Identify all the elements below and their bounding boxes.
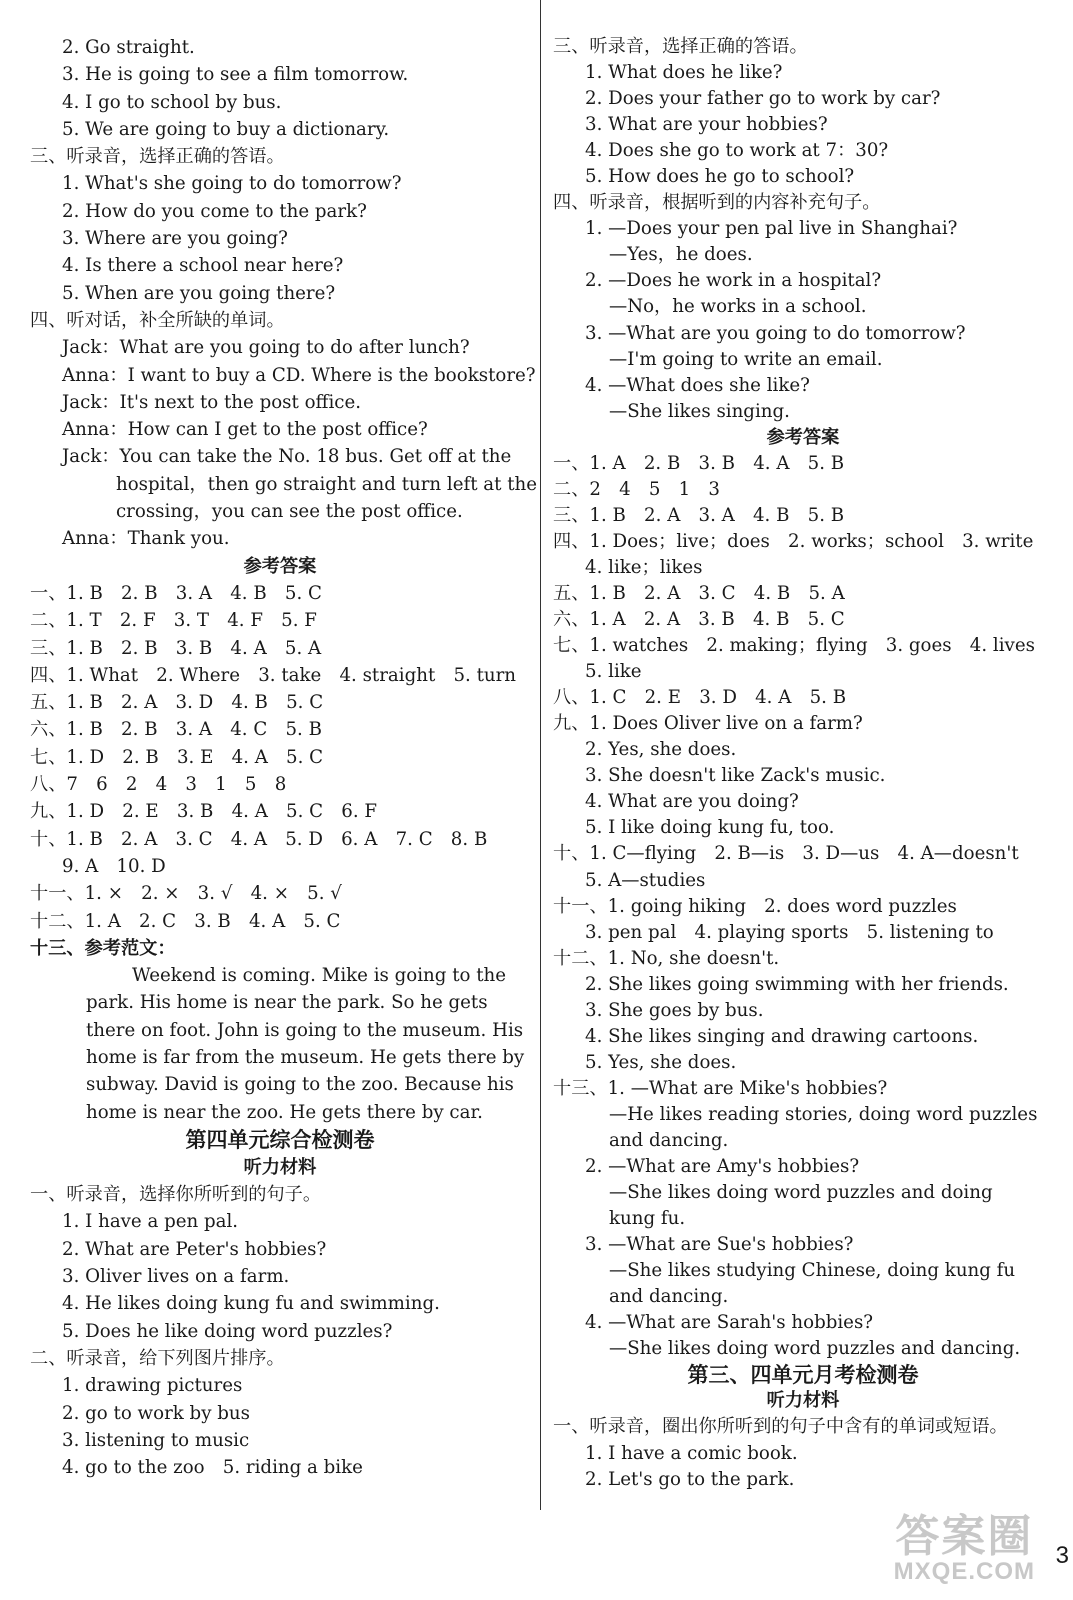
text-line: kung fu. xyxy=(609,1208,686,1230)
section-title: 第三、四单元月考检测卷 xyxy=(687,1362,919,1388)
watermark-url: MXQE.COM xyxy=(893,1558,1035,1585)
text-line: 一、1. A 2. B 3. B 4. A 5. B xyxy=(553,452,845,474)
text-line: 2. Go straight. xyxy=(62,37,195,58)
text-line: 5. like xyxy=(585,661,642,683)
text-line: park. His home is near the park. So he gets xyxy=(86,992,488,1014)
text-line: 4. I go to school by bus. xyxy=(62,91,282,113)
text-line: 2. Let's go to the park. xyxy=(585,1468,795,1490)
text-line: 5. When are you going there? xyxy=(62,282,336,304)
text-line: crossing，you can see the post office. xyxy=(116,501,463,523)
text-line: 1. I have a pen pal. xyxy=(62,1211,239,1233)
text-line: 2. How do you come to the park? xyxy=(62,200,367,222)
text-line: 十一、1. × 2. × 3. √ 4. × 5. √ xyxy=(30,883,342,905)
text-line: 3. —What are Sue's hobbies? xyxy=(585,1234,854,1256)
text-line: 2. What are Peter's hobbies? xyxy=(62,1238,327,1260)
text-line: 5. I like doing kung fu, too. xyxy=(585,817,835,839)
text-line: 5. A—studies xyxy=(585,869,706,891)
text-line: 八、7 6 2 4 3 1 5 8 xyxy=(30,774,287,796)
text-line: 四、1. What 2. Where 3. take 4. straight 5. turn xyxy=(30,664,517,686)
text-line: 六、1. A 2. A 3. B 4. B 5. C xyxy=(553,609,845,631)
text-line: 3. pen pal 4. playing sports 5. listening to xyxy=(585,921,994,943)
text-line: 五、1. B 2. A 3. D 4. B 5. C xyxy=(30,692,324,714)
text-line: 一、1. B 2. B 3. A 4. B 5. C xyxy=(30,582,322,604)
text-line: 十、1. B 2. A 3. C 4. A 5. D 6. A 7. C 8. B xyxy=(30,828,488,850)
text-line: 十三、参考范文： xyxy=(30,937,176,959)
text-line: subway. David is going to the zoo. Because his xyxy=(86,1074,514,1096)
text-line: 3. Where are you going? xyxy=(62,228,288,250)
text-line: 十二、1. No, she doesn't. xyxy=(553,947,780,969)
watermark-mark: 答案圈 xyxy=(895,1512,1034,1561)
text-line: —She likes singing. xyxy=(609,400,790,422)
text-line: 2. Yes, she does. xyxy=(585,739,737,761)
text-line: 4. —What does she like? xyxy=(585,374,810,396)
text-line: 一、听录音，选择你所听到的句子。 xyxy=(30,1184,322,1206)
text-line: 四、听录音，根据听到的内容补充句子。 xyxy=(553,192,881,214)
text-line: and dancing. xyxy=(609,1129,729,1151)
text-line: home is far from the museum. He gets there by xyxy=(86,1046,525,1068)
text-line: 三、1. B 2. A 3. A 4. B 5. B xyxy=(553,504,845,526)
text-line: 4. Is there a school near here? xyxy=(62,255,344,277)
text-line: Anna：I want to buy a CD. Where is the bookstore? xyxy=(62,364,536,386)
text-line: 4. like；likes xyxy=(585,556,703,578)
text-line: 九、1. Does Oliver live on a farm? xyxy=(553,713,863,735)
column-divider xyxy=(540,0,541,1510)
text-line: 2. go to work by bus xyxy=(62,1402,250,1424)
text-line: 十、1. C—flying 2. B—is 3. D—us 4. A—doesn't xyxy=(553,843,1019,865)
text-line: 2. —Does he work in a hospital? xyxy=(585,270,882,292)
text-line: —He likes reading stories, doing word puzzles xyxy=(609,1103,1038,1125)
text-line: 二、2 4 5 1 3 xyxy=(553,478,720,500)
text-line: 1. —Does your pen pal live in Shanghai? xyxy=(585,218,958,240)
text-line: 3. What are your hobbies? xyxy=(585,114,828,136)
text-line: 3. —What are you going to do tomorrow? xyxy=(585,322,966,344)
text-line: Weekend is coming. Mike is going to the xyxy=(132,965,507,987)
text-line: Jack：It's next to the post office. xyxy=(62,391,362,413)
text-line: 4. —What are Sarah's hobbies? xyxy=(585,1312,874,1334)
text-line: and dancing. xyxy=(609,1286,729,1308)
text-line: 二、1. T 2. F 3. T 4. F 5. F xyxy=(30,610,317,632)
text-line: —She likes doing word puzzles and dancing. xyxy=(609,1338,1021,1360)
left-column xyxy=(30,34,538,1481)
text-line: 八、1. C 2. E 3. D 4. A 5. B xyxy=(553,687,847,709)
text-line: Anna：How can I get to the post office? xyxy=(62,419,428,441)
text-line: 5. How does he go to school? xyxy=(585,166,855,188)
text-line: 3. She doesn't like Zack's music. xyxy=(585,765,886,787)
text-line: 六、1. B 2. B 3. A 4. C 5. B xyxy=(30,719,322,741)
text-line: —Yes，he does. xyxy=(609,244,753,266)
text-line: Jack：What are you going to do after lunch? xyxy=(62,337,470,359)
text-line: 3. He is going to see a film tomorrow. xyxy=(62,64,409,86)
text-line: 4. He likes doing kung fu and swimming. xyxy=(62,1293,440,1315)
text-line: 2. —What are Amy's hobbies? xyxy=(585,1156,860,1178)
text-line: 一、听录音，圈出你所听到的句子中含有的单词或短语。 xyxy=(553,1416,1008,1438)
text-line: 1. I have a comic book. xyxy=(585,1442,798,1464)
section-heading: 听力材料 xyxy=(766,1390,840,1412)
text-line: there on foot. John is going to the museum. His xyxy=(86,1019,524,1041)
text-line: home is near the zoo. He gets there by car. xyxy=(86,1101,483,1123)
text-line: 九、1. D 2. E 3. B 4. A 5. C 6. F xyxy=(30,801,378,823)
text-line: 4. What are you doing? xyxy=(585,791,799,813)
text-line: —I'm going to write an email. xyxy=(609,348,883,370)
text-line: 2. She likes going swimming with her friends. xyxy=(585,973,1009,995)
text-line: 3. Oliver lives on a farm. xyxy=(62,1266,290,1288)
text-line: 5. We are going to buy a dictionary. xyxy=(62,118,390,140)
text-line: 七、1. watches 2. making；flying 3. goes 4. lives xyxy=(553,635,1035,657)
section-heading: 参考答案 xyxy=(766,426,840,448)
text-line: 1. What's she going to do tomorrow? xyxy=(62,173,402,195)
text-line: 三、听录音，选择正确的答语。 xyxy=(553,36,808,57)
page-number: 3 xyxy=(1055,1542,1069,1569)
text-line: 5. Does he like doing word puzzles? xyxy=(62,1320,393,1342)
text-line: 9. A 10. D xyxy=(62,855,166,877)
text-line: 二、听录音，给下列图片排序。 xyxy=(30,1347,285,1369)
text-line: 三、1. B 2. B 3. B 4. A 5. A xyxy=(30,637,322,659)
section-heading: 参考答案 xyxy=(243,555,317,577)
text-line: 七、1. D 2. B 3. E 4. A 5. C xyxy=(30,746,324,768)
right-column xyxy=(553,34,1053,1493)
text-line: 4. She likes singing and drawing cartoons. xyxy=(585,1025,979,1047)
text-line: —No，he works in a school. xyxy=(609,296,867,318)
text-line: 三、听录音，选择正确的答语。 xyxy=(30,146,285,168)
text-line: 2. Does your father go to work by car? xyxy=(585,88,941,110)
text-line: 四、1. Does；live；does 2. works；school 3. write xyxy=(553,530,1034,552)
watermark-logo xyxy=(894,1514,1035,1584)
text-line: Anna：Thank you. xyxy=(62,528,230,550)
text-line: 十一、1. going hiking 2. does word puzzles xyxy=(553,895,957,917)
text-line: 4. go to the zoo 5. riding a bike xyxy=(62,1457,363,1479)
section-heading: 听力材料 xyxy=(243,1156,317,1178)
text-line: 十二、1. A 2. C 3. B 4. A 5. C xyxy=(30,910,341,932)
text-line: Jack：You can take the No. 18 bus. Get off at the xyxy=(62,446,512,468)
text-line: —She likes doing word puzzles and doing xyxy=(609,1182,993,1204)
text-line: 4. Does she go to work at 7：30? xyxy=(585,140,889,162)
text-line: 3. listening to music xyxy=(62,1429,250,1451)
section-title: 第四单元综合检测卷 xyxy=(185,1126,375,1152)
text-line: 1. drawing pictures xyxy=(62,1375,243,1397)
text-line: 十三、1. —What are Mike's hobbies? xyxy=(553,1077,888,1099)
text-line: —She likes studying Chinese, doing kung fu xyxy=(609,1260,1016,1282)
text-line: hospital，then go straight and turn left at the xyxy=(116,473,538,495)
text-line: 3. She goes by bus. xyxy=(585,999,764,1021)
text-line: 5. Yes, she does. xyxy=(585,1051,737,1073)
text-line: 1. What does he like? xyxy=(585,62,783,84)
text-line: 五、1. B 2. A 3. C 4. B 5. A xyxy=(553,582,845,604)
text-line: 四、听对话，补全所缺的单词。 xyxy=(30,309,285,331)
